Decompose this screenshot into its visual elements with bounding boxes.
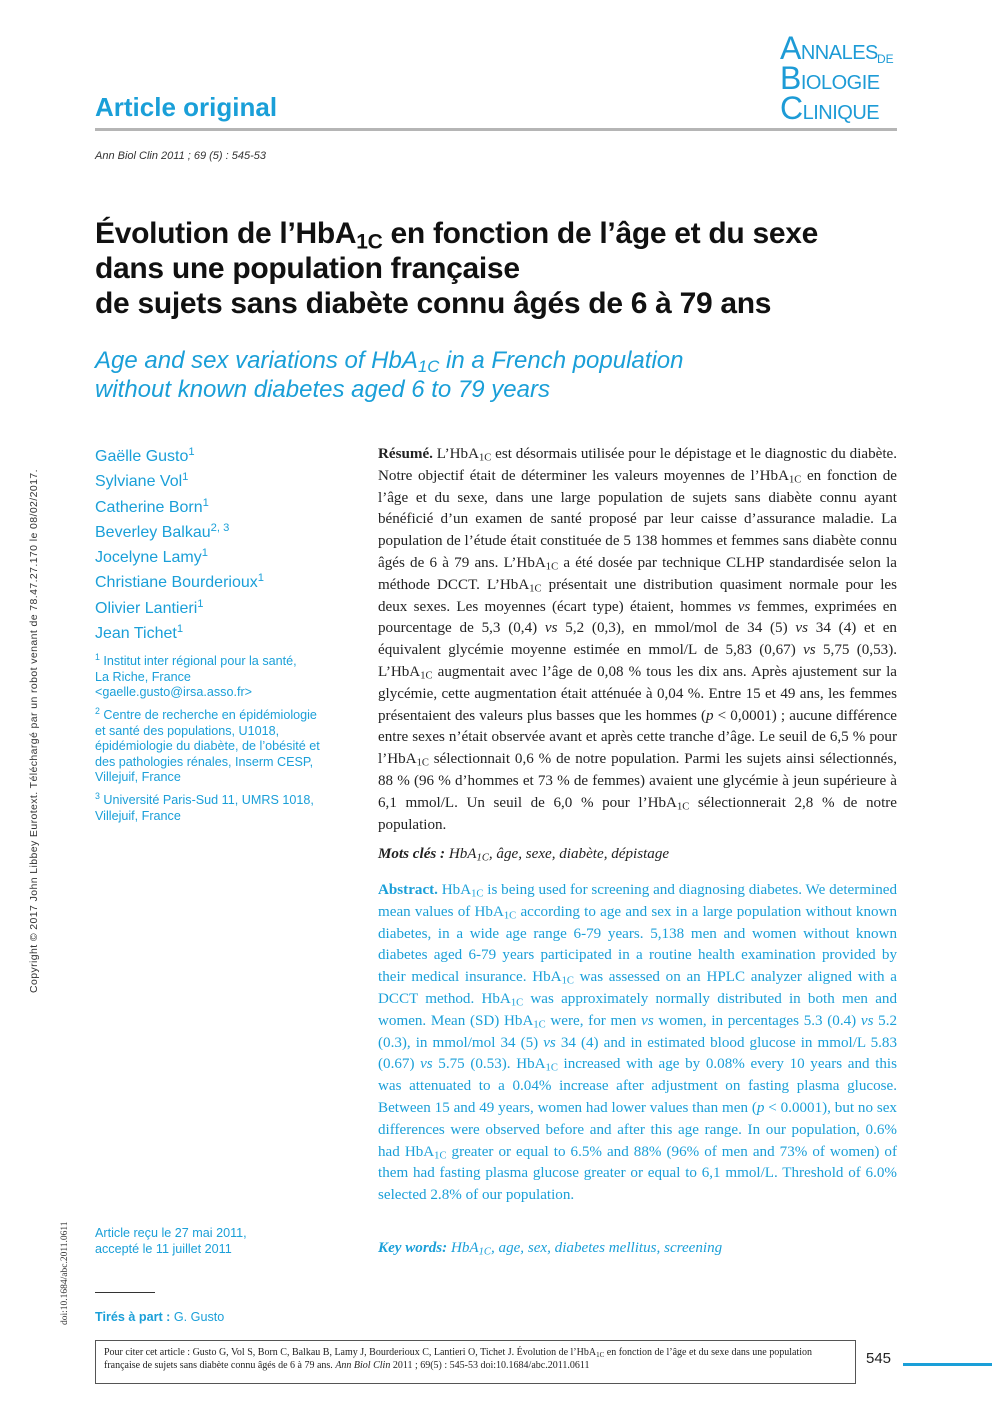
header-rule bbox=[95, 128, 897, 131]
abstract-english: Abstract. HbA$_{1C}$ is being used for screening and diagnosing diabetes. We determined mean values of HbA$_{1C}$ according to age and sex in a large population without known diabetes, in a wide age range 6-79 years. 5,138 men and women without known diabetes aged 6-79 years participated in a routine health examination provided by their medical insurance. HbA$_{1C}$ was assessed on an HPLC analyzer aligned with a DCCT method. HbA$_{1C}$ was approximately normally distributed in both men and women. Mean (SD) HbA$_{1C}$ were, for men vs women, in percentages 5.3 (0.4) vs 5.2 (0.3), in mmol/mol 34 (5) vs 34 (4) and in estimated blood glucose in mmol/L 5.83 (0.67) vs 5.75 (0.53). HbA$_{1C}$ increased with age by 0.08% every 10 years and this was attenuated to a 0.04% increase after adjustment on fasting plasma glucose. Between 15 and 49 years, women had lower values than men (p < 0.0001), but no sex differences were observed before and after this age range. In our population, 0.6% had HbA$_{1C}$ greater or equal to 6.5% and 88% (96% of men and 73% of women) of them had fasting plasma glucose greater or equal to 6,1 mmol/L. Threshold of 6.0% selected 2.8% of our population. bbox=[378, 882, 898, 1204]
copyright-notice: Copyright © 2017 John Libbey Eurotext. Téléchargé par un robot venant de 78.47.27.170 le 08/02/2017. bbox=[28, 469, 40, 993]
keywords-french: Mots clés : HbA$_{1C}$, âge, sexe, diabète, dépistage bbox=[378, 846, 670, 864]
article-dates: Article reçu le 27 mai 2011, accepté le 11 juillet 2011 bbox=[95, 1226, 247, 1256]
affiliation-list bbox=[95, 654, 345, 832]
author: Jean Tichet$^1$ bbox=[95, 622, 184, 643]
author: Jocelyne Lamy$^1$ bbox=[95, 547, 208, 567]
author: Sylviane Vol$^1$ bbox=[95, 471, 189, 491]
author-email[interactable]: <gaelle.gusto@irsa.asso.fr> bbox=[95, 685, 252, 699]
affiliation: $^2$ Centre de recherche en épidémiologie et santé des populations, U1018, épidémiologie du diabète, de l’obésité et des pathologies rénales, Inserm CESP, Villejuif, France bbox=[95, 706, 320, 784]
author-list bbox=[95, 444, 355, 646]
section-label: Article original bbox=[95, 92, 278, 122]
keywords-english: Key words: HbA$_{1C}$, age, sex, diabetes mellitus, screening bbox=[378, 1240, 723, 1258]
affiliation: $^3$ Université Paris-Sud 11, UMRS 1018, Villejuif, France bbox=[95, 791, 314, 823]
author: Beverley Balkau$^{2, 3}$ bbox=[95, 521, 230, 541]
journal-reference: Ann Biol Clin 2011 ; 69 (5) : 545-53 bbox=[95, 150, 267, 162]
reprint-rule bbox=[95, 1292, 155, 1293]
author: Gaëlle Gusto$^1$ bbox=[95, 445, 195, 465]
page-number-rule bbox=[903, 1363, 992, 1366]
author: Olivier Lantieri$^1$ bbox=[95, 597, 204, 617]
page-number: 545 bbox=[866, 1350, 892, 1367]
citation-box: Pour citer cet article : Gusto G, Vol S, Born C, Balkau B, Lamy J, Bourderioux C, Lantieri O, Tichet J. Évolution de l’HbA$_{1C}$ en fonction de l’âge et du sexe dans une population française de sujets sans diabète connu âgés de 6 à 79 ans. Ann Biol Clin 2011 ; 69(5) : 545-53 doi:10.1684/abc.2011.0611 bbox=[95, 1340, 856, 1384]
author: Catherine Born$^1$ bbox=[95, 496, 209, 516]
affiliation: $^1$ Institut inter régional pour la santé, La Riche, France <gaelle.gusto@irsa.asso.fr> bbox=[95, 652, 297, 699]
title-french: Évolution de l’HbA$_{1C}$ en fonction de l’âge et du sexe dans une population française de sujets sans diabète connu âgés de 6 à 79 ans bbox=[95, 217, 819, 320]
reprint-contact: Tirés à part : G. Gusto bbox=[95, 1310, 225, 1324]
abstract-french: Résumé. L’HbA$_{1C}$ est désormais utilisée pour le dépistage et le diagnostic du diabète. Notre objectif était de déterminer les valeurs moyennes de l’HbA$_{1C}$ en fonction de l’âge et du sexe, dans une large population de sujets sans diabète connu ayant bénéficié d’un examen de santé proposé par leur caisse d’assurance maladie. La population de l’étude était constituée de 5 138 hommes et femmes sans diabète connu âgés de 6 à 79 ans. L’HbA$_{1C}$ a été dosée par technique CLHP standardisée selon la méthode DCCT. L’HbA$_{1C}$ présentait une distribution quasiment normale pour les deux sexes. Les moyennes (écart type) étaient, hommes vs femmes, exprimées en pourcentage de 5,3 (0,4) vs 5,2 (0,3), en mmol/mol de 34 (5) vs 34 (4) et en équivalent glycémie moyenne estimée en mmol/L de 5,83 (0,67) vs 5,75 (0,53). L’HbA$_{1C}$ augmentait avec l’âge de 0,08 % tous les dix ans. Après ajustement sur la glycémie, cette augmentation était atténuée à 0,04 %. Entre 15 et 49 ans, les femmes présentaient des valeurs plus basses que les hommes (p < 0,0001) ; aucune différence entre sexes n’était observée avant et après cette tranche d’âge. Le seuil de 6,5 % pour l’HbA$_{1C}$ sélectionnait 0,6 % de notre population. Parmi les sujets ainsi sélectionnés, 88 % (96 % d’hommes et 73 % de femmes) avaient une glycémie à jeun supérieure à 6,1 mmol/L. Un seuil de 6,0 % pour l’HbA$_{1C}$ sélectionnerait 2,8 % de notre population. bbox=[378, 446, 898, 833]
author: Christiane Bourderioux$^1$ bbox=[95, 572, 264, 592]
journal-logo: ANNALES DE BIOLOGIE CLINIQUE bbox=[780, 30, 894, 126]
title-english: Age and sex variations of HbA$_{1C}$ in a French population without known diabetes aged 6 to 79 years bbox=[95, 347, 684, 403]
